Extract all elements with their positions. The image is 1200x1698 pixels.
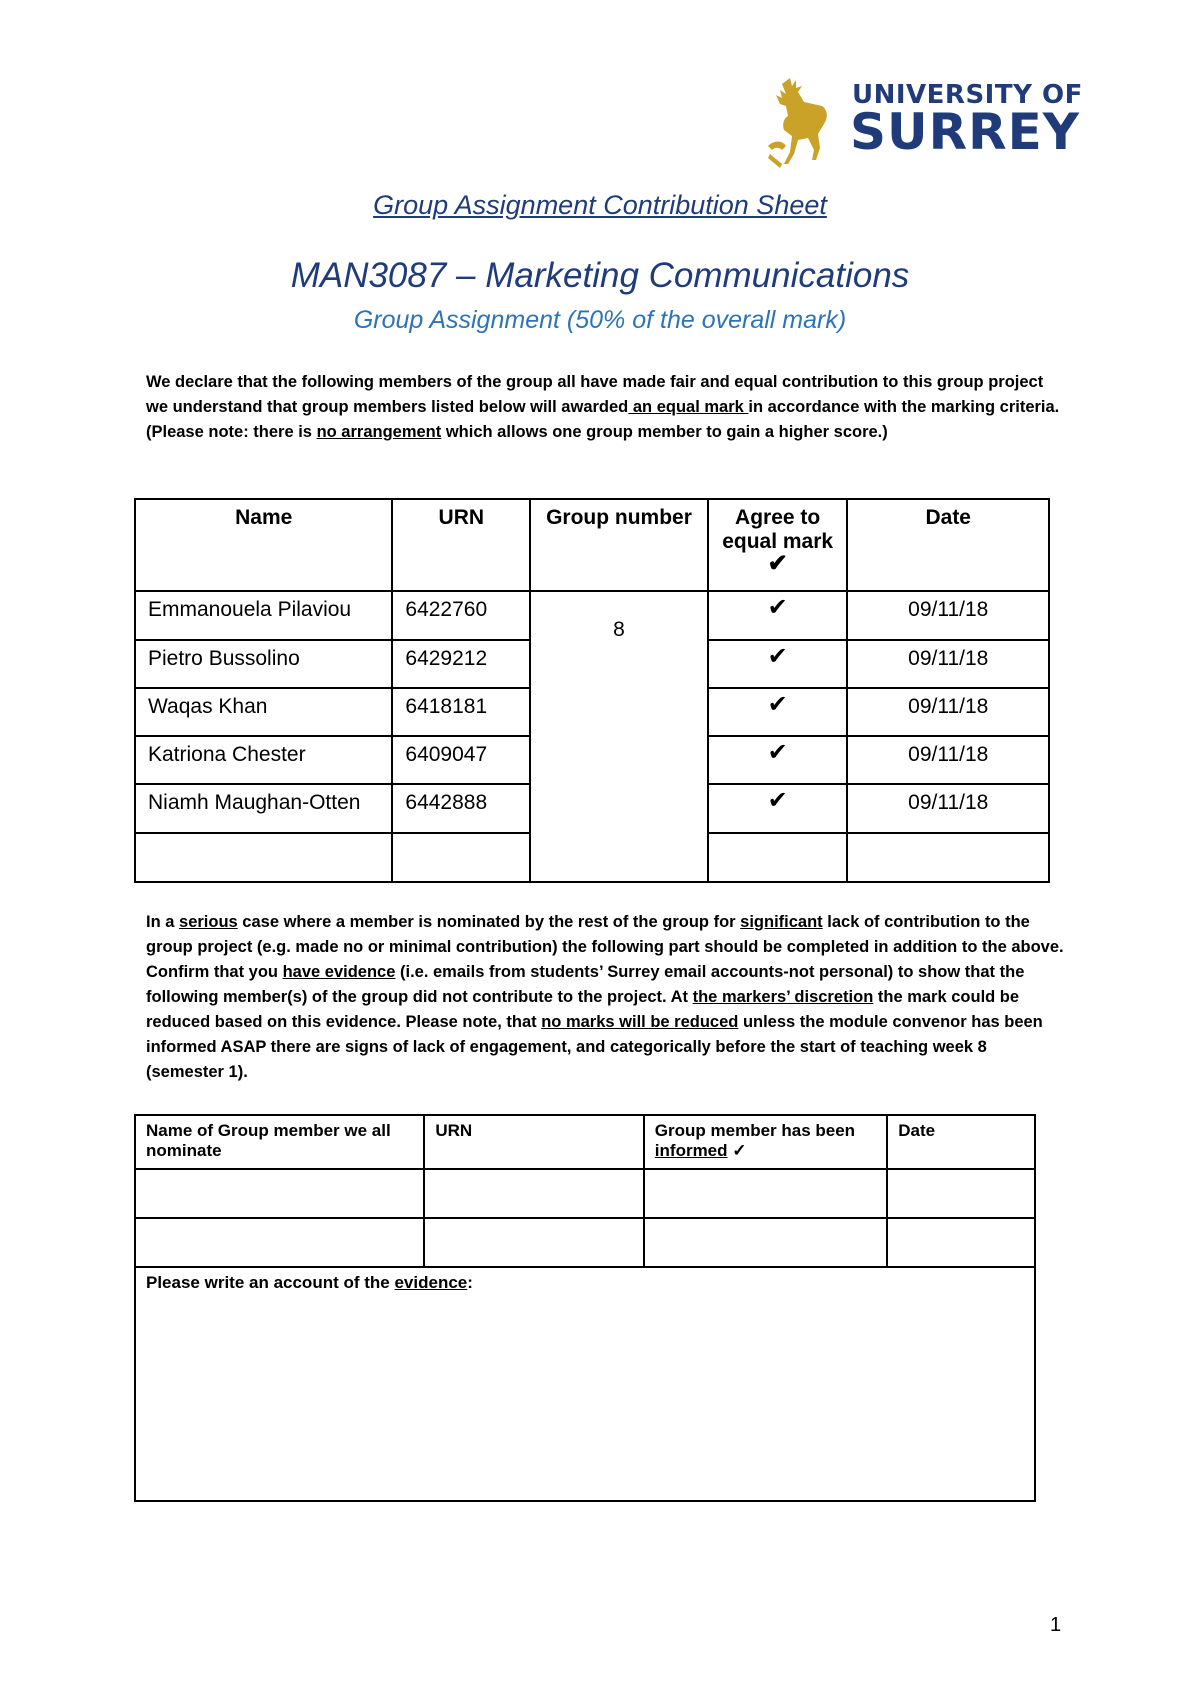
nominee-informed-cell[interactable] xyxy=(644,1218,887,1267)
header-informed-underline: informed xyxy=(654,1141,728,1160)
member-date: 09/11/18 xyxy=(847,784,1049,833)
declaration-paragraph xyxy=(146,370,1066,445)
member-date: 09/11/18 xyxy=(847,688,1049,736)
serious-case-paragraph xyxy=(146,910,1066,1085)
empty-agree-cell[interactable] xyxy=(708,833,848,882)
member-name: Pietro Bussolino xyxy=(135,640,392,688)
nominee-urn-cell[interactable] xyxy=(424,1169,643,1218)
header-agree xyxy=(708,499,848,591)
declaration-text-2: in accordance with the marking criteria. (Please note: there is xyxy=(146,398,1060,441)
checkmark-icon: ✔ xyxy=(767,594,788,621)
evidence-label-colon: : xyxy=(467,1273,473,1292)
header-date: Date xyxy=(847,499,1049,591)
nominee-row xyxy=(135,1169,1035,1218)
members-table xyxy=(134,498,1050,883)
member-name: Emmanouela Pilaviou xyxy=(135,591,392,640)
sheet-title: Group Assignment Contribution Sheet xyxy=(373,190,827,220)
table-row xyxy=(135,591,1049,640)
serious-underline-3: have evidence xyxy=(282,963,396,981)
nominee-urn-cell[interactable] xyxy=(424,1218,643,1267)
agree-cell xyxy=(708,784,848,833)
checkmark-icon: ✓ xyxy=(727,1141,747,1160)
declaration-underline-1: an equal mark xyxy=(628,398,749,416)
member-date: 09/11/18 xyxy=(847,736,1049,784)
member-date: 09/11/18 xyxy=(847,591,1049,640)
header-name: Name xyxy=(135,499,392,591)
checkmark-icon: ✔ xyxy=(767,550,788,577)
stag-crest-icon xyxy=(762,76,844,172)
serious-underline-5: no marks will be reduced xyxy=(541,1013,739,1031)
logo-line-1: UNIVERSITY OF xyxy=(852,80,1083,110)
nominee-date-cell[interactable] xyxy=(887,1218,1035,1267)
evidence-row xyxy=(135,1267,1035,1501)
empty-date-cell[interactable] xyxy=(847,833,1049,882)
header-group-number: Group number xyxy=(530,499,708,591)
nominee-informed-cell[interactable] xyxy=(644,1169,887,1218)
header-urn: URN xyxy=(392,499,530,591)
member-name: Waqas Khan xyxy=(135,688,392,736)
university-logo xyxy=(762,76,1092,176)
evidence-label: Please write an account of the xyxy=(146,1273,395,1292)
serious-underline-4: the markers’ discretion xyxy=(692,988,874,1006)
member-urn: 6409047 xyxy=(392,736,530,784)
nominee-row xyxy=(135,1218,1035,1267)
module-title: MAN3087 – Marketing Communications xyxy=(290,256,910,295)
header-agree-label: Agree to equal mark xyxy=(722,506,834,553)
logo-line-2: SURREY xyxy=(850,103,1080,161)
empty-name-cell[interactable] xyxy=(135,833,392,882)
checkmark-icon: ✔ xyxy=(767,691,788,718)
assignment-subtitle: Group Assignment (50% of the overall mark) xyxy=(353,306,847,334)
header-nominee-date: Date xyxy=(887,1115,1035,1169)
header-informed xyxy=(644,1115,887,1169)
nominate-table xyxy=(134,1114,1036,1502)
member-name: Katriona Chester xyxy=(135,736,392,784)
checkmark-icon: ✔ xyxy=(767,739,788,766)
agree-cell xyxy=(708,640,848,688)
agree-cell xyxy=(708,591,848,640)
serious-text-c: lack of contribution to the group project (e.g. made no or minimal contribution) the following part should be completed in addition to the above. Confirm that you xyxy=(146,913,1064,981)
serious-underline-2: significant xyxy=(740,913,823,931)
member-urn: 6422760 xyxy=(392,591,530,640)
checkmark-icon: ✔ xyxy=(767,643,788,670)
agree-cell xyxy=(708,736,848,784)
declaration-text-1: We declare that the following members of the group all have made fair and equal contribution to this group project we understand that group members listed below will awarded xyxy=(146,373,1044,416)
members-header-row xyxy=(135,499,1049,591)
member-name: Niamh Maughan-Otten xyxy=(135,784,392,833)
member-urn: 6429212 xyxy=(392,640,530,688)
serious-text-b: case where a member is nominated by the rest of the group for xyxy=(237,913,741,931)
checkmark-icon: ✔ xyxy=(767,787,788,814)
agree-cell xyxy=(708,688,848,736)
member-urn: 6442888 xyxy=(392,784,530,833)
page-number: 1 xyxy=(1050,1614,1062,1636)
nominee-name-cell[interactable] xyxy=(135,1218,424,1267)
serious-text-d: (i.e. emails from students’ Surrey email accounts-not personal) to show that the following member(s) of the group did not contribute to the project. At xyxy=(146,963,1025,1006)
evidence-label-underline: evidence xyxy=(394,1273,468,1292)
header-nominee-urn: URN xyxy=(424,1115,643,1169)
serious-underline-1: serious xyxy=(179,913,238,931)
serious-text-e: the mark could be reduced based on this evidence. Please note, that xyxy=(146,988,1020,1031)
nominate-header-row xyxy=(135,1115,1035,1169)
member-urn: 6418181 xyxy=(392,688,530,736)
serious-text-f: unless the module convenor has been informed ASAP there are signs of lack of engagement, and categorically before the start of teaching week 8 (semester 1). xyxy=(146,1013,1043,1081)
header-nominee-name: Name of Group member we all nominate xyxy=(135,1115,424,1169)
serious-text-a: In a xyxy=(146,913,180,931)
declaration-text-3: which allows one group member to gain a higher score.) xyxy=(441,423,888,441)
nominee-name-cell[interactable] xyxy=(135,1169,424,1218)
member-date: 09/11/18 xyxy=(847,640,1049,688)
evidence-cell[interactable] xyxy=(135,1267,1035,1501)
header-informed-text: Group member has been xyxy=(654,1121,856,1140)
group-number-cell: 8 xyxy=(530,591,708,882)
declaration-underline-2: no arrangement xyxy=(316,423,442,441)
nominee-date-cell[interactable] xyxy=(887,1169,1035,1218)
empty-urn-cell[interactable] xyxy=(392,833,530,882)
